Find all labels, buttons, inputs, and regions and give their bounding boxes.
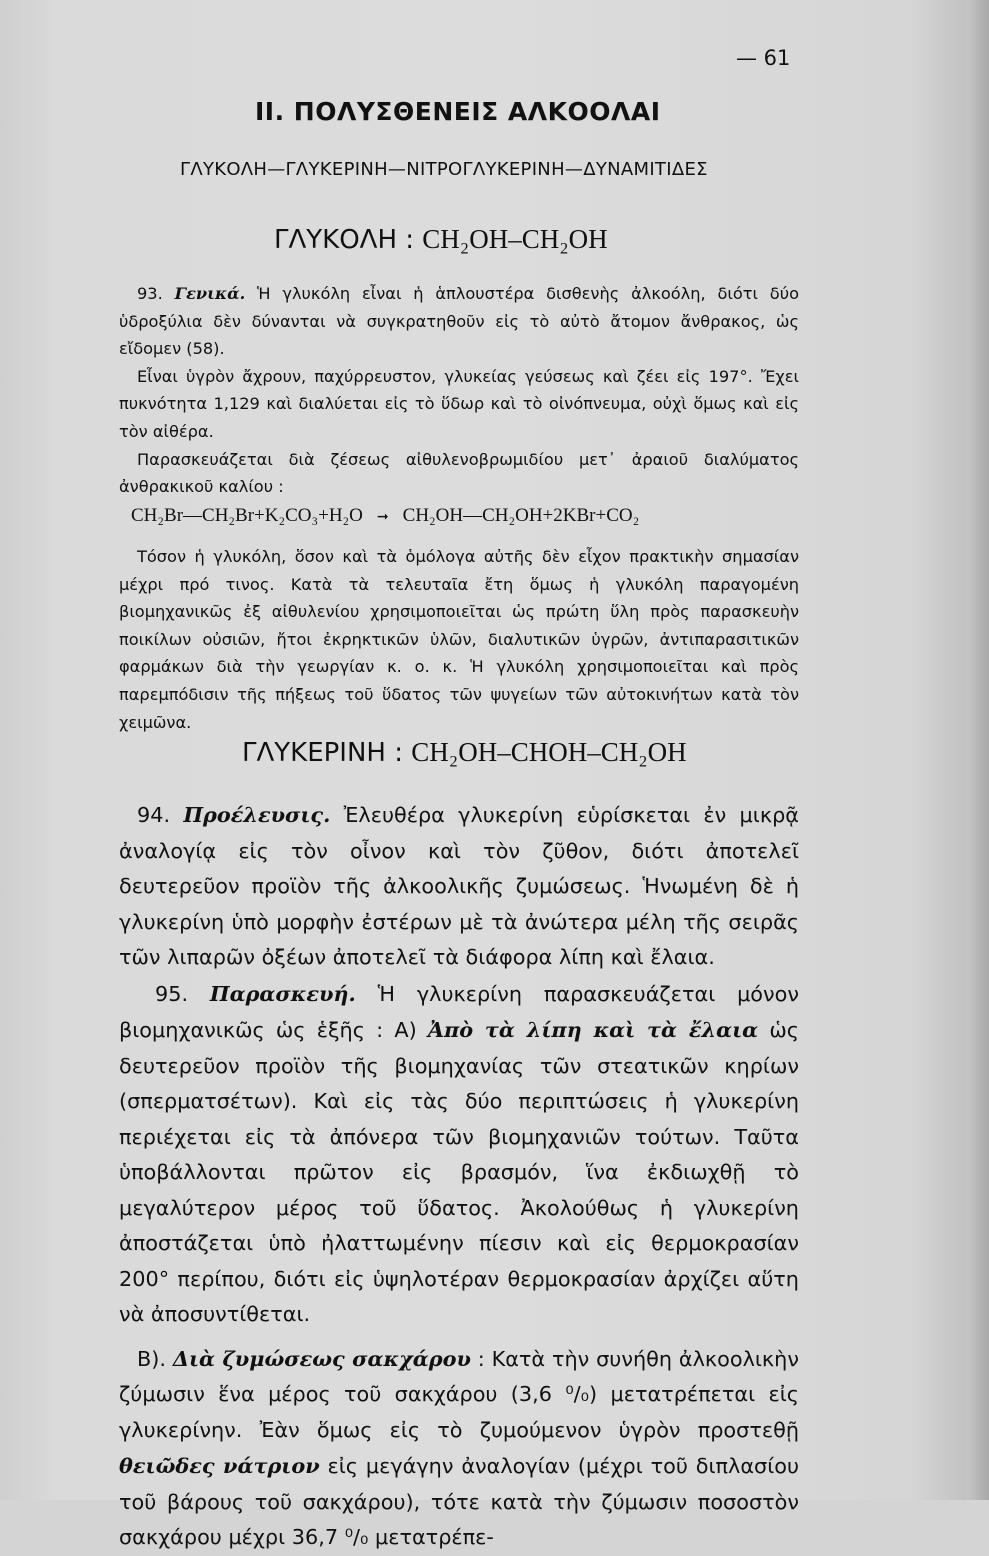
glycol-title: ΓΛΥΚΟΛΗ : <box>274 225 415 255</box>
subheading: ΓΛΥΚΟΛΗ—ΓΛΥΚΕΡΙΝΗ—ΝΙΤΡΟΓΛΥΚΕΡΙΝΗ—ΔΥΝΑΜΙΤΙΔΕΣ <box>180 159 708 180</box>
italic-phrase: Ἀπὸ τὰ λίπη καὶ τὰ ἔλαια <box>427 1017 759 1042</box>
paragraph-number: 93. <box>137 284 163 303</box>
glycerin-text-block <box>119 797 799 1556</box>
glycol-formula: CH₂OH–CH₂OH <box>422 224 608 254</box>
paragraph-94 <box>119 797 799 976</box>
products: CH₂OH—CH₂OH+2KBr+CO₂ <box>402 505 640 526</box>
paragraph-text: Ἡ γλυκόλη εἶναι ἡ ἁπλουστέρα δισθενὴς ἀλκοόλη, διότι δύο ὑδροξύλια δὲν δύνανται νὰ συγκρατηθοῦν εἰς τὸ αὐτὸ ἄτομον ἄνθρακος, ὡς εἴδομεν (58). <box>119 284 799 359</box>
paragraph-text: ὡς δευτερεῦον προϊὸν τῆς βιομηχανίας τῶν στεατικῶν κηρίων (σπερματσέτων). Καὶ εἰς τὰς δύο περιπτώσεις ἡ γλυκερίνη περιέχεται εἰς τὰ ἀπόνερα τῶν βιομηχανιῶν τούτων. Ταῦτα ὑποβάλλονται πρῶτον εἰς βρασμόν, ἵνα ἐκδιωχθῇ τὸ μεγαλύτερον μέρος τοῦ ὕδατος. Ἀκολούθως ἡ γλυκερίνη ἀποστάζεται ὑπὸ ἠλαττωμένην πίεσιν καὶ εἰς θερμοκρασίαν 200° περίπου, διότι εἰς ὑψηλοτέραν θερμοκρασίαν ἀρχίζει αὕτη νὰ ἀποσυντίθεται. <box>119 1018 799 1326</box>
italic-phrase: Διὰ ζυμώσεως σακχάρου <box>172 1345 471 1371</box>
reaction-equation <box>131 505 791 527</box>
paragraph-preparation: Παρασκευάζεται διὰ ζέσεως αἰθυλενοβρωμιδίου μετ᾽ ἀραιοῦ διαλύματος ἀνθρακικοῦ καλίου : <box>119 449 799 497</box>
italic-phrase: θειῶδες νάτριον <box>119 1453 320 1478</box>
reaction-arrow-icon: ➞ <box>376 510 389 525</box>
sub-label: Β). <box>137 1346 166 1371</box>
chapter-heading: II. ΠΟΛΥΣΘΕΝΕΙΣ ΑΛΚΟΟΛΑΙ <box>255 97 661 126</box>
paragraph-text: : Κατὰ τὴν συνήθη ἀλκοολικὴν ζύμωσιν ἕνα μέρος τοῦ σακχάρου (3,6 ⁰/₀) μετατρέπεται εἰς γλυκερίνην. Ἐὰν ὅμως εἰς τὸ ζυμούμενον ὑγρὸν προστεθῇ <box>119 1346 799 1442</box>
glycol-section-title <box>274 224 608 255</box>
paragraph-uses: Τόσον ἡ γλυκόλη, ὅσον καὶ τὰ ὁμόλογα αὐτῆς δὲν εἶχον πρακτικὴν σημασίαν μέχρι πρό τινος. Κατὰ τὰ τελευταῖα ἔτη ὅμως ἡ γλυκόλη παραγομένη βιομηχανικῶς ἐξ αἰθυλενίου χρησιμοποιεῖται ὡς πρώτη ὕλη πρὸς παρασκευὴν ποικίλων οὐσιῶν, ἤτοι ἐκρηκτικῶν ὑλῶν, διαλυτικῶν ὑγρῶν, ἀντιπαρασιτικῶν φαρμάκων διὰ τὴν γεωργίαν κ. ο. κ. Ἡ γλυκόλη χρησιμοποιεῖται καὶ πρὸς παρεμπόδισιν τῆς πήξεως τοῦ ὕδατος τῶν ψυγείων τῶν αὐτοκινήτων κατὰ τὸν χειμῶνα. <box>119 547 799 732</box>
keyword-origin: Προέλευσις. <box>183 802 331 827</box>
paragraph-number: 95. <box>155 981 189 1006</box>
paragraph-number: 94. <box>137 803 171 827</box>
reactants: CH₂Br—CH₂Br+K₂CO₃+H₂O <box>131 505 363 526</box>
page-edge-shadow <box>967 0 989 1500</box>
paragraph-93 <box>119 280 799 363</box>
keyword-general: Γενικά. <box>174 284 246 303</box>
glycol-text-block <box>119 280 799 501</box>
glycerin-section-title <box>242 737 687 768</box>
page-number: — 61 <box>736 46 791 70</box>
glycerin-formula: CH₂OH–CHOH–CH₂OH <box>411 737 687 767</box>
glycerin-title: ΓΛΥΚΕΡΙΝΗ : <box>242 738 404 768</box>
paragraph-text: Ἐλευθέρα γλυκερίνη εὑρίσκεται ἐν μικρᾷ ἀναλογίᾳ εἰς τὸν οἶνον καὶ τὸν ζῦθον, διότι ἀποτελεῖ δευτερεῦον προϊὸν τῆς ἀλκοολικῆς ζυμώσεως. Ἡνωμένη δὲ ἡ γλυκερίνη ὑπὸ μορφὴν ἐστέρων μὲ τὰ ἀνώτερα μέλη τῆς σειρᾶς τῶν λιπαρῶν ὀξέων ἀποτελεῖ τὰ διάφορα λίπη καὶ ἔλαια. <box>119 803 799 969</box>
glycol-uses-block <box>119 543 799 736</box>
paragraph-text: Ἡ γλυκερίνη παρασκευάζεται μόνον βιομηχανικῶς ὡς ἑξῆς : Α) <box>119 981 799 1042</box>
paragraph-properties: Εἶναι ὑγρὸν ἄχρουν, παχύρρευστον, γλυκείας γεύσεως καὶ ζέει εἰς 197°. Ἔχει πυκνότητα 1,129 καὶ διαλύεται εἰς τὸ ὕδωρ καὶ τὸ οἰνόπνευμα, οὐχὶ ὅμως καὶ εἰς τὸν αἰθέρα. <box>119 366 799 441</box>
paragraph-95 <box>119 976 799 1333</box>
paragraph-text: εἰς μεγάγην ἀναλογίαν (μέχρι τοῦ διπλασίου τοῦ βάρους τοῦ σακχάρου), τότε κατὰ τὴν ζύμωσιν ποσοστὸν σακχάρου μέχρι 36,7 ⁰/₀ μετατρέπε- <box>119 1454 800 1549</box>
paragraph-b <box>119 1341 799 1556</box>
keyword-preparation: Παρασκευή. <box>209 980 356 1006</box>
